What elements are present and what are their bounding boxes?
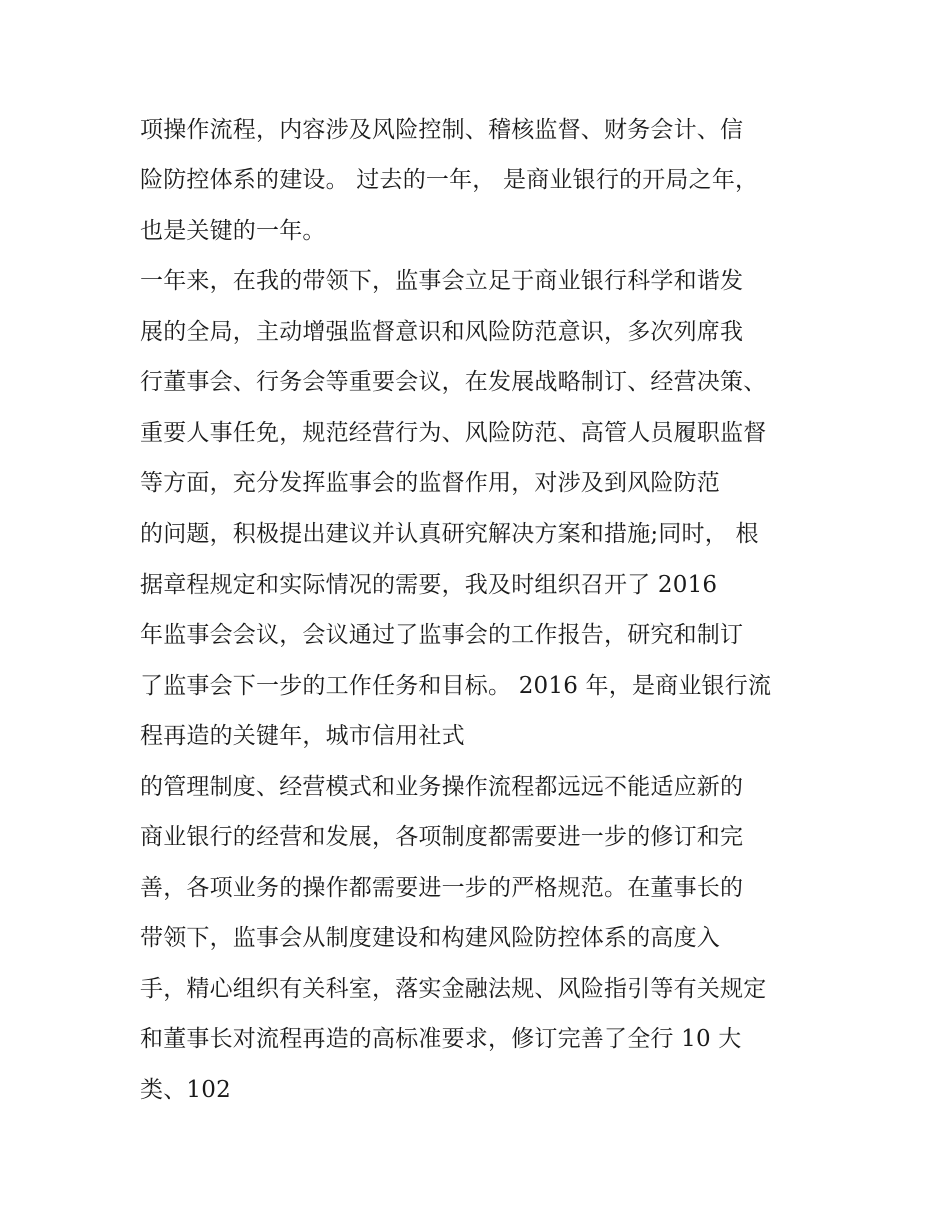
text-line: 险防控体系的建设。 过去的一年， 是商业银行的开局之年，	[140, 167, 759, 193]
text-line: 一年来，在我的带领下，监事会立足于商业银行科学和谐发	[140, 268, 744, 294]
text-line: 商业银行的经营和发展，各项制度都需要进一步的修订和完	[140, 824, 744, 850]
text-line: 程再造的关键年，城市信用社式	[140, 723, 465, 749]
text-line: 项操作流程，内容涉及风险控制、稽核监督、财务会计、信	[140, 117, 744, 143]
text-line: 的管理制度、经营模式和业务操作流程都远远不能适应新的	[140, 774, 744, 800]
text-line: 行董事会、行务会等重要会议，在发展战略制订、经营决策、	[140, 369, 767, 395]
text-line: 重要人事任免，规范经营行为、风险防范、高管人员履职监督	[140, 420, 767, 446]
text-line: 类、102	[140, 1077, 231, 1103]
text-line: 手，精心组织有关科室，落实金融法规、风险指引等有关规定	[140, 976, 767, 1002]
text-line: 和董事长对流程再造的高标准要求，修订完善了全行 10 大	[140, 1026, 742, 1052]
text-line: 的问题，积极提出建议并认真研究解决方案和措施;同时， 根	[140, 521, 759, 547]
text-line: 年监事会会议，会议通过了监事会的工作报告，研究和制订	[140, 622, 744, 648]
text-line: 善，各项业务的操作都需要进一步的严格规范。在董事长的	[140, 875, 744, 901]
text-line: 等方面，充分发挥监事会的监督作用，对涉及到风险防范	[140, 470, 720, 496]
text-line: 也是关键的一年。	[140, 218, 326, 244]
text-line: 据章程规定和实际情况的需要，我及时组织召开了 2016	[140, 572, 718, 598]
text-line: 带领下，监事会从制度建设和构建风险防控体系的高度入	[140, 925, 720, 951]
text-line: 了监事会下一步的工作任务和目标。 2016 年，是商业银行流	[140, 673, 772, 699]
text-line: 展的全局，主动增强监督意识和风险防范意识，多次列席我	[140, 319, 744, 345]
